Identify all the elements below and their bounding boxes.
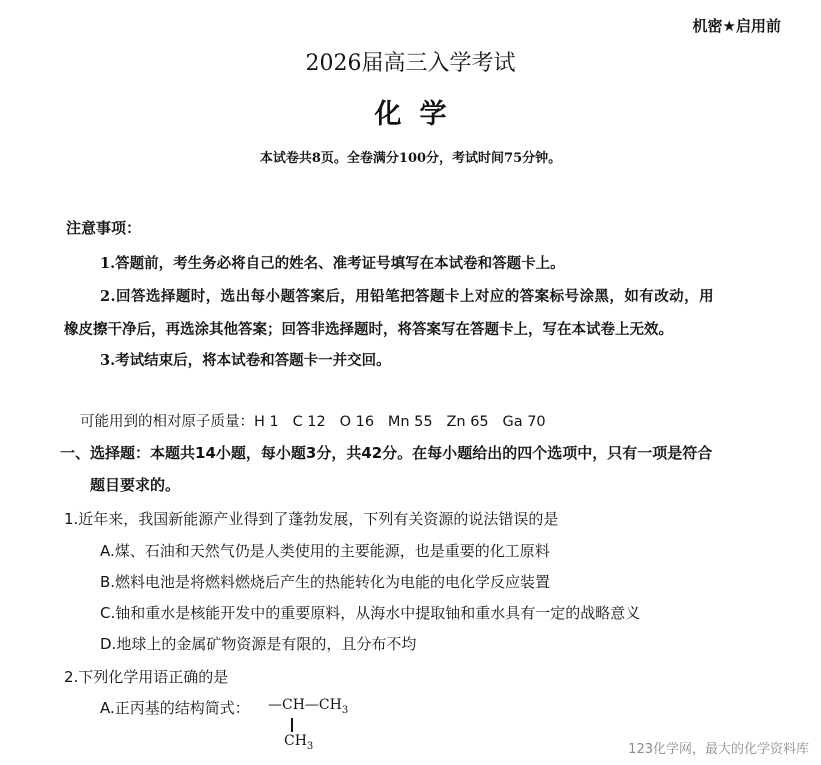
notice-item-1: 1.答题前，考生务必将自己的姓名、准考证号填写在本试卷和答题卡上。: [100, 255, 565, 272]
exam-info: 本试卷共8页。全卷满分100分，考试时间75分钟。: [259, 151, 562, 166]
branch-methyl-group: [284, 733, 313, 752]
question-1-stem: 1.近年来，我国新能源产业得到了蓬勃发展，下列有关资源的说法错误的是: [64, 510, 559, 528]
formula-subscript: 3: [341, 704, 349, 716]
notice-item-2-line-2: 橡皮擦干净后，再选涂其他答案；回答非选择题时，将答案写在答题卡上，写在本试卷上无效。: [64, 321, 673, 338]
branch-group: CH: [284, 733, 307, 749]
question-1-option-c: C.铀和重水是核能开发中的重要原料，从海水中提取铀和重水具有一定的战略意义: [100, 604, 641, 622]
subject-title: 化学: [374, 99, 465, 130]
question-2-option-a-label: A.正丙基的结构简式：: [100, 699, 250, 717]
formula-main-chain: —CH—CH: [268, 697, 342, 713]
notice-item-2-line-1: 2.回答选择题时，选出每小题答案后，用铅笔把答题卡上对应的答案标号涂黑，如有改动，用: [100, 288, 715, 305]
branch-bond-line: [291, 718, 293, 732]
question-1-option-a: A.煤、石油和天然气仍是人类使用的主要能源，也是重要的化工原料: [100, 542, 550, 560]
section-1-heading-line-1: 一、选择题：本题共14小题，每小题3分，共42分。在每小题给出的四个选项中，只有一项是符合: [60, 444, 713, 462]
section-1-heading-line-2: 题目要求的。: [90, 476, 181, 494]
site-watermark: 123化学网，最大的化学资料库: [628, 742, 809, 757]
structural-formula: [268, 697, 348, 716]
notice-item-3: 3.考试结束后，将本试卷和答题卡一并交回。: [100, 352, 391, 369]
branch-subscript: 3: [306, 740, 314, 752]
question-1-option-b: B.燃料电池是将燃料燃烧后产生的热能转化为电能的电化学反应装置: [100, 573, 551, 591]
exam-title: 2026届高三入学考试: [305, 51, 516, 76]
atomic-masses: 可能用到的相对原子质量：H 1 C 12 O 16 Mn 55 Zn 65 Ga 70: [80, 414, 546, 430]
confidential-mark: 机密★启用前: [692, 17, 781, 35]
question-1-option-d: D.地球上的金属矿物资源是有限的，且分布不均: [100, 635, 417, 653]
notice-title: 注意事项：: [66, 219, 142, 237]
question-2-stem: 2.下列化学用语正确的是: [64, 668, 229, 686]
